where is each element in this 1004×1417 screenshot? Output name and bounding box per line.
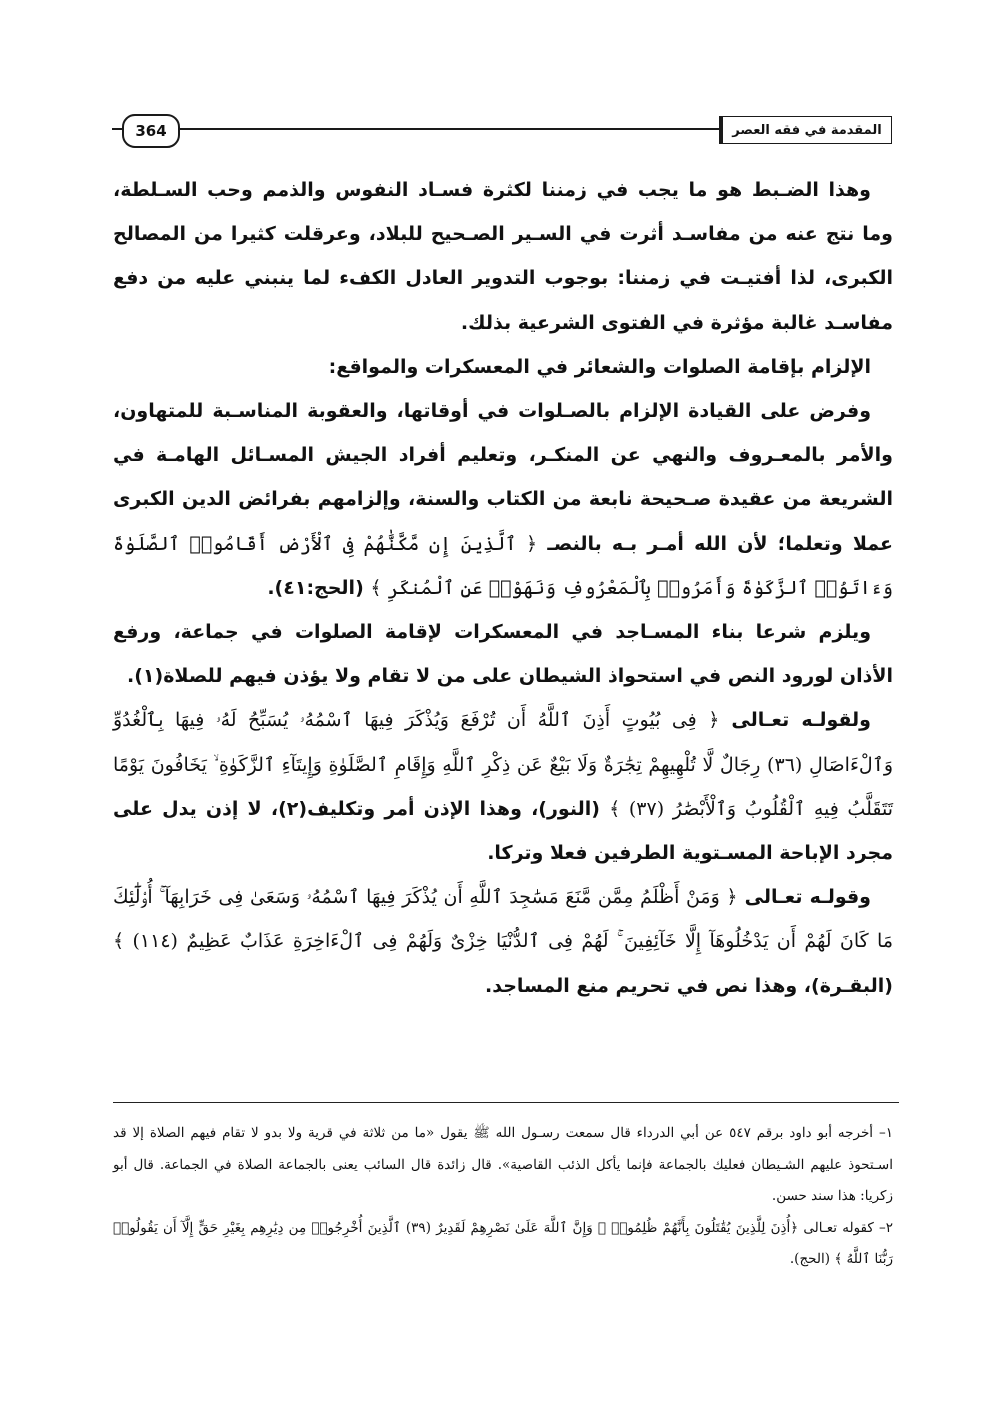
verse-reference: (الحج:٤١).	[267, 576, 364, 599]
paragraph: ويلزم شرعا بناء المسـاجد في المعسكرات لإقامة الصلوات في جماعة، ورفع الأذان لورود النص في استحواذ الشيطان على من لا تقام ولا يؤذن فيهم للصلاة(١).	[113, 621, 893, 688]
footnote: ١– أخرجه أبو داود برقم ٥٤٧ عن أبي الدرداء قال سمعت رسـول الله ﷺ يقول «ما من ثلاثة في قرية ولا بدو لا تقام فيهم الصلاة إلا قد اسـتحوذ عليهم الشـيطان فعليك بالجماعة فإنما يأكل الذئب القاصية». قال زائدة قال السائب يعنى بالجماعة الصلاة في الجماعة. قال أبو زكريا: هذا سند حسن.	[113, 1125, 893, 1204]
quran-verse: ﴿أُذِنَ لِلَّذِينَ يُقَٰتَلُونَ بِأَنَّهُمْ ظُلِمُوا۟ ۚ وَإِنَّ ٱللَّهَ عَلَىٰ نَصْرِهِمْ لَقَدِيرٌ (٣٩) ٱلَّذِينَ أُخْرِجُوا۟ مِن دِيَٰرِهِم بِغَيْرِ حَقٍّ إِلَّآ أَن يَقُولُوا۟ رَبُّنَا ٱللَّهُ ﴾	[113, 1219, 893, 1267]
footnotes	[113, 1118, 893, 1276]
paragraph-text: وقولـه تعـالى	[744, 886, 871, 909]
running-header-title: المقدمة في فقه العصر	[719, 116, 892, 144]
verse-reference: (الحج).	[789, 1251, 831, 1267]
paragraph-text: ولقولـه تعـالى	[731, 709, 871, 732]
paragraph	[113, 698, 893, 875]
paragraph-text: (البقـرة)، وهذا نص في تحريم منع المساجد.	[485, 974, 893, 997]
paragraph-text: (النور)، وهذا الإذن أمر وتكليف(٢)، لا إذن يدل على مجرد الإباحة المسـتوية الطرفين فعلا وتركا.	[113, 797, 893, 865]
footnote-text: ٢– كقوله تعـالى	[803, 1219, 893, 1236]
main-text	[113, 168, 893, 1008]
footnote	[113, 1213, 893, 1276]
paragraph	[113, 389, 893, 610]
quran-verse: ﴿ فِى بُيُوتٍ أَذِنَ ٱللَّهُ أَن تُرْفَعَ وَيُذْكَرَ فِيهَا ٱسْمُهُۥ يُسَبِّحُ لَهُۥ فِيهَا بِٱلْغُدُوِّ وَٱلْءَاصَالِ (٣٦) رِجَالٌ لَّا تُلْهِيهِمْ تِجَٰرَةٌ وَلَا بَيْعٌ عَن ذِكْرِ ٱللَّهِ وَإِقَامِ ٱلصَّلَوٰةِ وَإِيتَآءِ ٱلزَّكَوٰةِ ۙ يَخَافُونَ يَوْمًا تَتَقَلَّبُ فِيهِ ٱلْقُلُوبُ وَٱلْأَبْصَٰرُ (٣٧) ﴾	[113, 709, 894, 820]
paragraph-text: وفرض على القيادة الإلزام بالصـلوات في أوقاتها، والعقوبة المناسـبة للمتهاون، والأمر بالمعـروف والنهي عن المنكـر، وتعليم أفراد الجيش المسـائل الهامـة في الشريعة من عقيدة صـحيحة نابعة من الكتاب والسنة، وإلزامهم بفرائض الدين الكبرى عملا وتعلما؛ لأن الله أمـر بـه بالنصـ	[113, 400, 893, 555]
page-number: 364	[122, 114, 180, 148]
section-heading: الإلزام بإقامة الصلوات والشعائر في المعسكرات والمواقع:	[328, 355, 871, 378]
quran-verse: ﴿ ٱلَّذِينَ إِن مَّكَّنَّٰهُمْ فِى ٱلْأَرْضِ أَقَامُوا۟ ٱلصَّلَوٰةَ وَءَاتَوُا۟ ٱلزَّكَوٰةَ وَأَمَرُوا۟ بِٱلْمَعْرُوفِ وَنَهَوْا۟ عَنِ ٱلْمُنكَرِ ﴾	[113, 532, 893, 599]
quran-verse: ﴿ وَمَنْ أَظْلَمُ مِمَّن مَّنَعَ مَسَٰجِدَ ٱللَّهِ أَن يُذْكَرَ فِيهَا ٱسْمُهُۥ وَسَعَىٰ فِى خَرَابِهَآ ۚ أُو۟لَٰٓئِكَ مَا كَانَ لَهُمْ أَن يَدْخُلُوهَآ إِلَّا خَآئِفِينَ ۚ لَهُمْ فِى ٱلدُّنْيَا خِزْىٌ وَلَهُمْ فِى ٱلْءَاخِرَةِ عَذَابٌ عَظِيمٌ (١١٤) ﴾	[113, 886, 894, 953]
footnote-separator	[113, 1102, 899, 1103]
paragraph	[113, 875, 893, 1008]
paragraph: وهذا الضـبط هو ما يجب في زمننا لكثرة فسـاد النفوس والذمم وحب السـلطة، وما نتج عنه من مفاسـد أثرت في السـير الصـحيح للبلاد، وعرقلت كثيرا من المصالح الكبرى، لذا أفتيـت في زمننا: بوجوب التدوير العادل الكفء لما ينبني عليه من دفع مفاسـد غالبة مؤثرة في الفتوى الشرعية بذلك.	[113, 179, 893, 334]
